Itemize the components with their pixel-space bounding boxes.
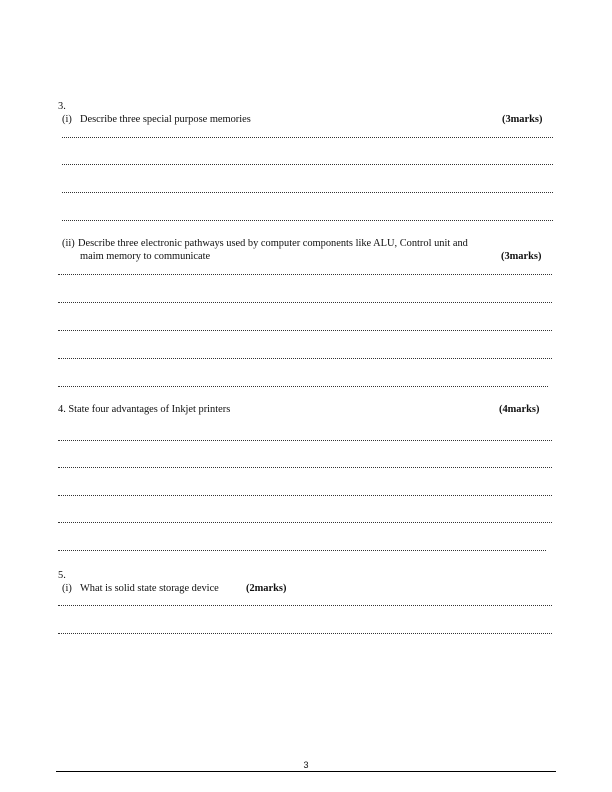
answer-line[interactable] <box>62 192 553 193</box>
answer-line[interactable] <box>62 164 553 165</box>
q3-number: 3. <box>58 101 66 112</box>
answer-line[interactable] <box>58 495 552 496</box>
footer-rule <box>56 771 556 772</box>
answer-line[interactable] <box>58 467 552 468</box>
q3-part2-question-line1: Describe three electronic pathways used by computer components like ALU, Control unit and <box>78 238 468 249</box>
q3-part2-marks: (3marks) <box>501 251 542 262</box>
q3-part1-label: (i) <box>62 114 72 125</box>
answer-line[interactable] <box>58 330 552 331</box>
q5-number: 5. <box>58 570 66 581</box>
answer-line[interactable] <box>62 220 553 221</box>
answer-line[interactable] <box>58 550 546 551</box>
page-number: 3 <box>303 760 309 770</box>
q5-part1-marks: (2marks) <box>246 583 287 594</box>
answer-line[interactable] <box>58 302 552 303</box>
answer-line[interactable] <box>62 137 553 138</box>
q5-part1-question: What is solid state storage device <box>80 583 219 594</box>
answer-line[interactable] <box>58 633 552 634</box>
answer-line[interactable] <box>58 605 552 606</box>
answer-line[interactable] <box>58 386 548 387</box>
q3-part1-marks: (3marks) <box>502 114 543 125</box>
q4-marks: (4marks) <box>499 404 540 415</box>
answer-line[interactable] <box>58 274 552 275</box>
q5-part1-label: (i) <box>62 583 72 594</box>
q3-part2-label: (ii) <box>62 238 75 249</box>
q3-part1-question: Describe three special purpose memories <box>80 114 251 125</box>
q4-question: 4. State four advantages of Inkjet printers <box>58 404 231 415</box>
answer-line[interactable] <box>58 522 552 523</box>
answer-line[interactable] <box>58 358 552 359</box>
q3-part2-question-line2: maim memory to communicate <box>80 251 211 262</box>
answer-line[interactable] <box>58 440 552 441</box>
